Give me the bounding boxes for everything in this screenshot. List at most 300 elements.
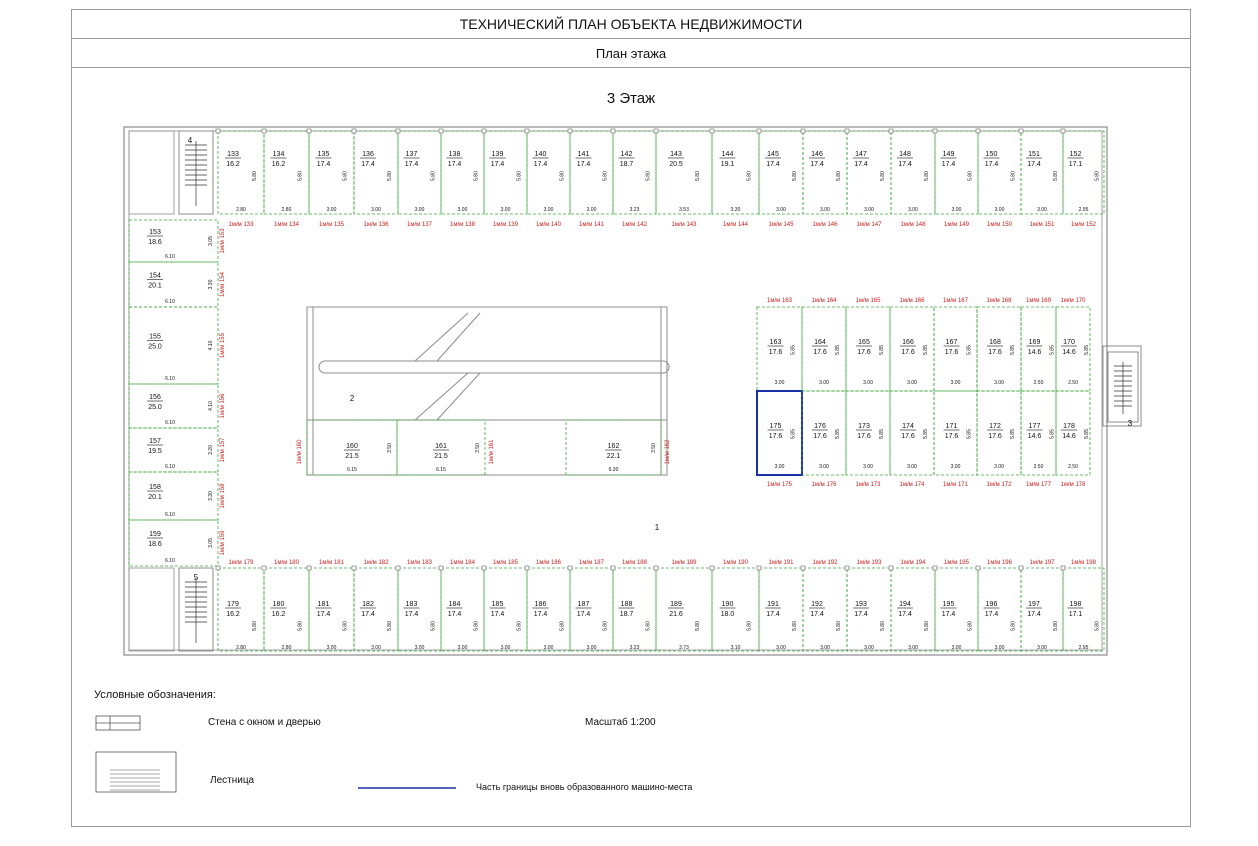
spot-width: 3.00 <box>500 207 511 213</box>
spot-depth: 5.80 <box>880 171 886 181</box>
spot-depth: 5.80 <box>387 621 393 631</box>
spot-label: 1м/м 189 <box>671 560 697 566</box>
spot-width: 3.00 <box>864 645 874 651</box>
spot-area: 17.4 <box>766 611 780 618</box>
spot-area: 17.4 <box>984 611 999 618</box>
spot-area: 16.2 <box>226 161 240 168</box>
spot-196 <box>978 568 1021 651</box>
spot-label: 1м/м 149 <box>944 222 969 228</box>
spot-181 <box>309 568 354 651</box>
spot-number: 145 <box>767 151 779 158</box>
spot-number: 179 <box>227 601 239 608</box>
column-marker <box>262 129 266 133</box>
spot-185 <box>484 568 527 651</box>
spot-label: 1м/м 159 <box>220 530 226 556</box>
spot-width: 6.15 <box>436 467 446 473</box>
spot-width: 3.30 <box>208 279 214 290</box>
spot-area: 17.4 <box>533 161 548 168</box>
spot-depth: 5.80 <box>1010 171 1017 181</box>
spot-label: 1м/м 180 <box>274 560 299 566</box>
spot-number: 175 <box>769 423 782 430</box>
spot-number: 173 <box>858 423 870 430</box>
spot-area: 17.6 <box>813 433 827 440</box>
spot-width: 2.95 <box>1078 207 1089 213</box>
spot-depth: 5.85 <box>966 429 973 439</box>
spot-depth: 5.80 <box>645 171 652 181</box>
spot-number: 144 <box>721 151 734 158</box>
legend-wall-label: Стена с окном и дверью <box>208 717 321 728</box>
spot-number: 162 <box>607 443 620 450</box>
column-marker <box>352 566 356 570</box>
column-marker <box>710 129 714 133</box>
spot-width: 3.00 <box>994 380 1004 386</box>
spot-depth: 5.85 <box>835 429 841 439</box>
spot-number: 164 <box>814 339 826 346</box>
spot-label: 1м/м 166 <box>899 298 925 304</box>
spot-area: 17.4 <box>941 611 956 618</box>
spot-number: 196 <box>985 601 998 608</box>
spot-number: 134 <box>272 151 285 158</box>
spot-area: 14.6 <box>1027 433 1042 440</box>
spot-label: 1м/м 137 <box>407 222 432 228</box>
spot-depth: 3.50 <box>387 443 393 453</box>
spot-area: 17.6 <box>901 349 915 356</box>
spot-label: 1м/м 175 <box>767 482 792 488</box>
spot-label: 1м/м 139 <box>493 222 518 228</box>
spot-number: 185 <box>491 601 504 608</box>
spot-area: 17.6 <box>857 433 871 440</box>
spot-label: 1м/м 133 <box>228 222 254 228</box>
spot-number: 146 <box>811 151 823 158</box>
spot-area: 21.5 <box>434 453 448 460</box>
spot-depth: 5.80 <box>695 171 701 181</box>
spot-number: 138 <box>448 151 461 158</box>
spot-depth: 5.80 <box>1010 621 1017 631</box>
spot-number: 181 <box>317 601 330 608</box>
spot-area: 17.4 <box>447 611 462 618</box>
spot-number: 171 <box>945 423 958 430</box>
spot-width: 3.00 <box>774 464 785 470</box>
spot-label: 1м/м 150 <box>987 222 1012 228</box>
spot-area: 17.4 <box>1027 161 1041 168</box>
spot-label: 1м/м 186 <box>536 560 561 566</box>
spot-depth: 5.80 <box>967 171 974 181</box>
spot-number: 155 <box>149 333 161 341</box>
spot-198 <box>1063 568 1104 651</box>
spot-number: 192 <box>811 601 823 608</box>
spot-label: 1м/м 182 <box>363 560 389 566</box>
spot-depth: 5.80 <box>559 621 566 631</box>
spot-143 <box>656 131 712 214</box>
spot-area: 21.5 <box>345 453 359 460</box>
spot-depth: 5.85 <box>879 345 885 355</box>
spot-depth: 5.85 <box>835 345 841 355</box>
spot-width: 3.00 <box>586 207 597 213</box>
spot-width: 3.00 <box>908 645 918 651</box>
spot-label: 1м/м 143 <box>671 222 697 228</box>
spot-width: 3.00 <box>371 645 381 651</box>
spot-number: 177 <box>1028 423 1041 430</box>
spot-number: 147 <box>855 151 867 158</box>
spot-194 <box>891 568 935 651</box>
spot-label: 1м/м 144 <box>723 222 748 228</box>
spot-label: 1м/м 140 <box>536 222 561 228</box>
spot-label: 1м/м 197 <box>1029 560 1055 566</box>
spot-depth: 5.85 <box>1010 429 1016 439</box>
column-marker <box>262 566 266 570</box>
spot-area: 25.0 <box>148 343 162 351</box>
spot-depth: 5.80 <box>602 621 609 631</box>
column-marker <box>845 566 849 570</box>
spot-area: 17.4 <box>404 161 419 168</box>
spot-number: 156 <box>149 394 161 401</box>
spot-label: 1м/м 135 <box>319 222 344 228</box>
spot-depth: 5.80 <box>602 171 609 181</box>
spot-width: 2.80 <box>236 207 246 213</box>
spot-width: 3.00 <box>414 645 425 651</box>
stair-4-lobby <box>129 131 174 214</box>
spot-label: 1м/м 194 <box>900 560 926 566</box>
spot-number: 178 <box>1063 423 1075 430</box>
spot-width: 3.10 <box>730 645 741 651</box>
spot-width: 3.20 <box>208 445 214 455</box>
spot-area: 17.4 <box>404 611 419 618</box>
spot-area: 17.4 <box>490 611 505 618</box>
spot-number: 187 <box>577 601 590 608</box>
legend-boundary-label: Часть границы вновь образованного машино-места <box>476 782 693 792</box>
spot-width: 2.50 <box>1033 380 1044 386</box>
spot-width: 3.30 <box>730 207 741 213</box>
spot-width: 3.00 <box>907 380 917 386</box>
column-marker <box>439 566 443 570</box>
spot-width: 3.23 <box>629 207 640 213</box>
column-marker <box>525 129 529 133</box>
spot-area: 17.4 <box>941 161 956 168</box>
spot-label: 1м/м 136 <box>363 222 389 228</box>
spot-depth: 5.85 <box>966 345 973 355</box>
column-marker <box>568 566 572 570</box>
spot-depth: 3.50 <box>475 443 481 453</box>
spot-label: 1м/м 147 <box>856 222 882 228</box>
spot-190 <box>712 568 759 651</box>
spot-width: 3.00 <box>543 645 554 651</box>
spot-width: 2.50 <box>1033 464 1044 470</box>
column-marker <box>1019 566 1023 570</box>
spot-number: 142 <box>620 151 633 158</box>
spot-number: 190 <box>721 601 734 608</box>
spot-width: 3.00 <box>457 207 468 213</box>
spot-number: 136 <box>362 151 374 158</box>
spot-number: 176 <box>814 423 826 430</box>
spot-width: 2.95 <box>1078 645 1089 651</box>
spot-label: 1м/м 148 <box>900 222 926 228</box>
column-marker <box>801 129 805 133</box>
spot-182 <box>354 568 398 651</box>
column-marker <box>352 129 356 133</box>
spot-width: 3.30 <box>208 491 214 501</box>
spot-width: 3.00 <box>951 645 962 651</box>
spot-width: 3.00 <box>414 207 425 213</box>
spot-depth: 5.80 <box>516 171 523 181</box>
spot-label: 1м/м 170 <box>1060 298 1086 304</box>
spot-number: 150 <box>985 151 998 158</box>
stair-5-number: 5 <box>193 573 199 582</box>
spot-area: 17.6 <box>768 349 783 356</box>
column-marker <box>525 566 529 570</box>
legend-stair-label: Лестница <box>210 775 255 786</box>
spot-number: 140 <box>534 151 547 158</box>
spot-depth: 5.80 <box>1094 171 1101 181</box>
spot-number: 193 <box>855 601 867 608</box>
spot-area: 17.4 <box>361 611 375 618</box>
scale-label: Масштаб 1:200 <box>585 717 656 728</box>
spot-label: 1м/м 176 <box>811 482 837 488</box>
spot-width: 3.00 <box>950 380 961 386</box>
spot-area: 19.1 <box>720 161 735 168</box>
stair-5-lobby <box>129 568 174 651</box>
spot-number: 194 <box>899 601 911 608</box>
spot-depth: 5.80 <box>252 171 258 181</box>
spot-label: 1м/м 193 <box>856 560 882 566</box>
spot-number: 158 <box>149 484 161 491</box>
spot-number: 143 <box>670 151 682 158</box>
spot-area: 17.4 <box>533 611 548 618</box>
spot-label: 1м/м 138 <box>450 222 475 228</box>
spot-label: 1м/м 152 <box>1071 222 1096 228</box>
spot-number: 188 <box>620 601 633 608</box>
spot-area: 18.7 <box>619 611 634 618</box>
spot-width: 4.10 <box>208 340 214 351</box>
spot-width: 4.10 <box>208 401 214 411</box>
spot-width: 3.23 <box>629 645 640 651</box>
spot-number: 195 <box>942 601 955 608</box>
spot-depth: 6.10 <box>165 254 175 260</box>
spot-depth: 5.80 <box>836 171 842 181</box>
spot-number: 166 <box>902 339 914 346</box>
spot-number: 197 <box>1028 601 1040 608</box>
spot-width: 3.00 <box>863 464 873 470</box>
spot-area: 17.4 <box>898 161 912 168</box>
spot-width: 2.50 <box>1068 380 1078 386</box>
spot-width: 2.80 <box>281 207 292 213</box>
spot-width: 3.00 <box>820 207 830 213</box>
spot-width: 3.00 <box>774 380 785 386</box>
spot-label: 1м/м 156 <box>220 393 226 419</box>
column-marker <box>757 566 761 570</box>
spot-depth: 5.80 <box>924 621 930 631</box>
spot-label: 1м/м 185 <box>493 560 518 566</box>
spot-label: 1м/м 171 <box>943 482 968 488</box>
column-marker <box>1061 129 1065 133</box>
spot-area: 25.0 <box>148 404 162 411</box>
spot-width: 3.00 <box>586 645 597 651</box>
spot-number: 152 <box>1069 151 1082 158</box>
spot-number: 198 <box>1069 601 1082 608</box>
spot-depth: 6.10 <box>165 299 175 305</box>
spot-area: 20.5 <box>669 161 683 168</box>
spot-depth: 6.10 <box>165 376 175 382</box>
spot-label: 1м/м 154 <box>220 272 226 297</box>
spot-area: 17.6 <box>944 349 959 356</box>
column-marker <box>845 129 849 133</box>
column-marker <box>611 566 615 570</box>
spot-label: 1м/м 191 <box>768 560 794 566</box>
spot-width: 3.00 <box>994 645 1005 651</box>
spot-area: 17.4 <box>810 611 824 618</box>
spot-depth: 5.80 <box>473 621 480 631</box>
spot-area: 17.4 <box>576 611 591 618</box>
spot-area: 17.6 <box>988 433 1002 440</box>
spot-area: 14.6 <box>1062 349 1076 356</box>
spot-width: 3.00 <box>951 207 962 213</box>
spot-area: 17.4 <box>854 161 868 168</box>
spot-label: 1м/м 158 <box>220 483 226 509</box>
spot-depth: 5.80 <box>516 621 523 631</box>
spot-depth: 5.80 <box>559 171 566 181</box>
spot-label: 1м/м 177 <box>1026 482 1051 488</box>
column-marker <box>216 129 220 133</box>
spot-179 <box>218 568 264 651</box>
spot-number: 141 <box>577 151 590 158</box>
spot-label: 1м/м 160 <box>297 439 303 465</box>
spot-label: 1м/м 142 <box>622 222 647 228</box>
column-marker <box>933 566 937 570</box>
zone-1-label: 1 <box>654 523 660 532</box>
spot-width: 3.73 <box>679 645 689 651</box>
spot-area: 18.6 <box>148 239 162 246</box>
spot-label: 1м/м 161 <box>489 439 495 465</box>
spot-label: 1м/м 187 <box>579 560 604 566</box>
spot-area: 18.0 <box>720 611 735 618</box>
spot-number: 174 <box>902 423 914 430</box>
spot-number: 170 <box>1063 339 1075 346</box>
spot-area: 17.4 <box>898 611 912 618</box>
column-marker <box>482 566 486 570</box>
spot-number: 182 <box>362 601 374 608</box>
column-marker <box>216 566 220 570</box>
spot-number: 167 <box>945 339 958 346</box>
spot-area: 16.2 <box>271 611 286 618</box>
spot-label: 1м/м 169 <box>1026 298 1051 304</box>
spot-depth: 5.80 <box>387 171 393 181</box>
spot-number: 191 <box>767 601 779 608</box>
spot-depth: 5.85 <box>790 429 797 439</box>
spot-depth: 5.85 <box>1049 429 1056 439</box>
spot-label: 1м/м 153 <box>220 228 226 254</box>
spot-area: 20.1 <box>148 494 162 501</box>
column-marker <box>976 129 980 133</box>
spot-width: 3.00 <box>820 645 830 651</box>
ramp-diagonals <box>415 313 480 420</box>
spot-area: 17.4 <box>576 161 591 168</box>
spot-183 <box>398 568 441 651</box>
spot-width: 3.53 <box>679 207 689 213</box>
spot-depth: 5.80 <box>1094 621 1101 631</box>
spot-area: 17.4 <box>766 161 780 168</box>
spot-depth: 5.80 <box>252 621 258 631</box>
ramp-lane <box>319 361 669 373</box>
stair-3-number: 3 <box>1127 419 1133 428</box>
spot-depth: 5.80 <box>967 621 974 631</box>
spot-label: 1м/м 188 <box>622 560 647 566</box>
spot-width: 3.00 <box>457 645 468 651</box>
spot-depth: 5.80 <box>792 171 798 181</box>
spot-width: 3.00 <box>994 464 1004 470</box>
spot-number: 160 <box>346 443 358 450</box>
spot-180 <box>264 568 309 651</box>
spot-189 <box>656 568 712 651</box>
spot-label: 1м/м 151 <box>1029 222 1055 228</box>
spot-width: 3.00 <box>1037 645 1047 651</box>
column-marker <box>439 129 443 133</box>
spot-width: 3.00 <box>500 645 511 651</box>
spot-label: 1м/м 172 <box>986 482 1012 488</box>
spot-depth: 5.80 <box>746 171 753 181</box>
spot-area: 17.4 <box>316 161 331 168</box>
spot-191 <box>759 568 803 651</box>
spot-depth: 5.85 <box>1049 345 1056 355</box>
floor-label: 3 Этаж <box>606 90 656 107</box>
column-marker <box>976 566 980 570</box>
spot-depth: 5.85 <box>1084 429 1090 439</box>
spot-depth: 5.80 <box>880 621 886 631</box>
spot-number: 183 <box>405 601 418 608</box>
spot-number: 161 <box>435 443 447 450</box>
spot-width: 6.15 <box>347 467 357 473</box>
plan-subtitle: План этажа <box>72 39 1190 68</box>
spot-number: 133 <box>227 151 239 158</box>
legend-heading: Условные обозначения: <box>94 689 216 701</box>
spot-label: 1м/м 174 <box>899 482 925 488</box>
spot-depth: 5.80 <box>645 621 652 631</box>
spot-width: 3.00 <box>776 645 786 651</box>
spot-label: 1м/м 179 <box>228 560 254 566</box>
spot-area: 17.4 <box>854 611 868 618</box>
spot-area: 14.6 <box>1027 349 1042 356</box>
spot-187 <box>570 568 613 651</box>
spot-depth: 5.80 <box>430 621 437 631</box>
spot-area: 22.1 <box>606 453 621 460</box>
column-marker <box>889 129 893 133</box>
spot-depth: 5.80 <box>836 621 842 631</box>
spot-width: 2.50 <box>1068 464 1078 470</box>
spot-155 <box>129 307 218 384</box>
spot-width: 3.00 <box>863 380 873 386</box>
spot-depth: 5.80 <box>1053 621 1059 631</box>
spot-label: 1м/м 145 <box>768 222 794 228</box>
spot-width: 3.00 <box>819 380 829 386</box>
spot-width: 3.00 <box>371 207 381 213</box>
spot-number: 139 <box>491 151 504 158</box>
column-marker <box>307 566 311 570</box>
spot-depth: 5.80 <box>1053 171 1059 181</box>
spot-number: 184 <box>448 601 461 608</box>
column-marker <box>396 566 400 570</box>
column-marker <box>654 129 658 133</box>
spot-depth: 5.80 <box>342 171 349 181</box>
spot-label: 1м/м 181 <box>319 560 344 566</box>
spot-depth: 5.80 <box>924 171 930 181</box>
spot-area: 17.6 <box>768 433 783 440</box>
spot-number: 157 <box>149 438 161 445</box>
spot-label: 1м/м 163 <box>767 298 792 304</box>
spot-depth: 5.85 <box>923 429 929 439</box>
spot-label: 1м/м 183 <box>407 560 432 566</box>
spot-area: 17.4 <box>490 161 505 168</box>
spot-number: 154 <box>149 272 161 280</box>
spot-depth: 5.85 <box>879 429 885 439</box>
spot-area: 17.6 <box>901 433 915 440</box>
